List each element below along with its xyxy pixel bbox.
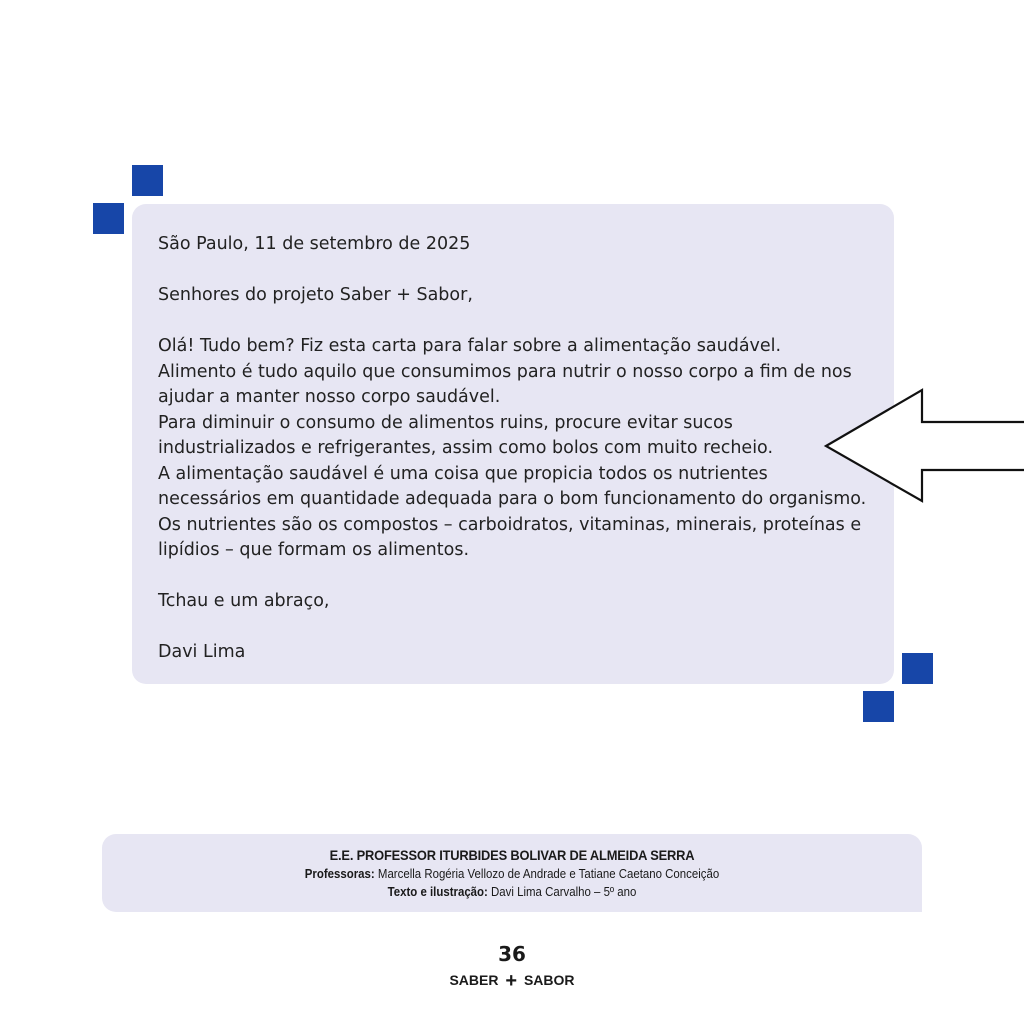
letter-body-line: Os nutrientes são os compostos – carboidratos, vitaminas, minerais, proteínas e <box>158 514 862 535</box>
decor-square-bottom-right <box>902 653 933 684</box>
author-name: Davi Lima Carvalho – 5º ano <box>491 884 637 899</box>
author-label: Texto e ilustração: <box>387 884 488 899</box>
letter-date: São Paulo, 11 de setembro de 2025 <box>158 234 471 254</box>
letter-closing: Tchau e um abraço, <box>158 591 330 611</box>
teachers-label: Professoras: <box>304 866 375 881</box>
brand-plus: + <box>505 970 518 992</box>
letter-body-line: lipídios – que formam os alimentos. <box>158 540 470 560</box>
letter-signature: Davi Lima <box>158 642 246 662</box>
brand-right: SABOR <box>523 972 575 988</box>
letter-body-line: A alimentação saudável é uma coisa que propicia todos os nutrientes <box>158 463 768 484</box>
letter-greeting: Senhores do projeto Saber + Sabor, <box>158 285 473 305</box>
left-arrow-outline-icon <box>820 388 1024 504</box>
page-number: 36 <box>498 942 526 966</box>
letter-body-line: ajudar a manter nosso corpo saudável. <box>158 387 501 407</box>
letter-body-line: industrializados e refrigerantes, assim como bolos com muito recheio. <box>158 438 774 458</box>
brand-logo <box>0 970 1024 993</box>
school-name: E.E. PROFESSOR ITURBIDES BOLIVAR DE ALMEIDA SERRA <box>329 847 695 863</box>
letter-body-line: Para diminuir o consumo de alimentos ruins, procure evitar sucos <box>158 412 733 433</box>
decor-square-top-right <box>132 165 163 196</box>
letter-body-line: necessários em quantidade adequada para o bom funcionamento do organismo. <box>158 489 867 509</box>
brand-left: SABER <box>449 972 499 988</box>
credits-card <box>102 834 922 912</box>
letter-text <box>158 232 888 666</box>
teachers-names: Marcella Rogéria Vellozo de Andrade e Tatiane Caetano Conceição <box>377 866 720 881</box>
letter-body-line: Olá! Tudo bem? Fiz esta carta para falar sobre a alimentação saudável. <box>158 336 782 356</box>
teachers-credit <box>151 866 873 881</box>
decor-square-top-left <box>93 203 124 234</box>
decor-square-bottom-left <box>863 691 894 722</box>
letter-body-line: Alimento é tudo aquilo que consumimos para nutrir o nosso corpo a fim de nos <box>158 361 852 382</box>
author-credit <box>151 884 873 899</box>
